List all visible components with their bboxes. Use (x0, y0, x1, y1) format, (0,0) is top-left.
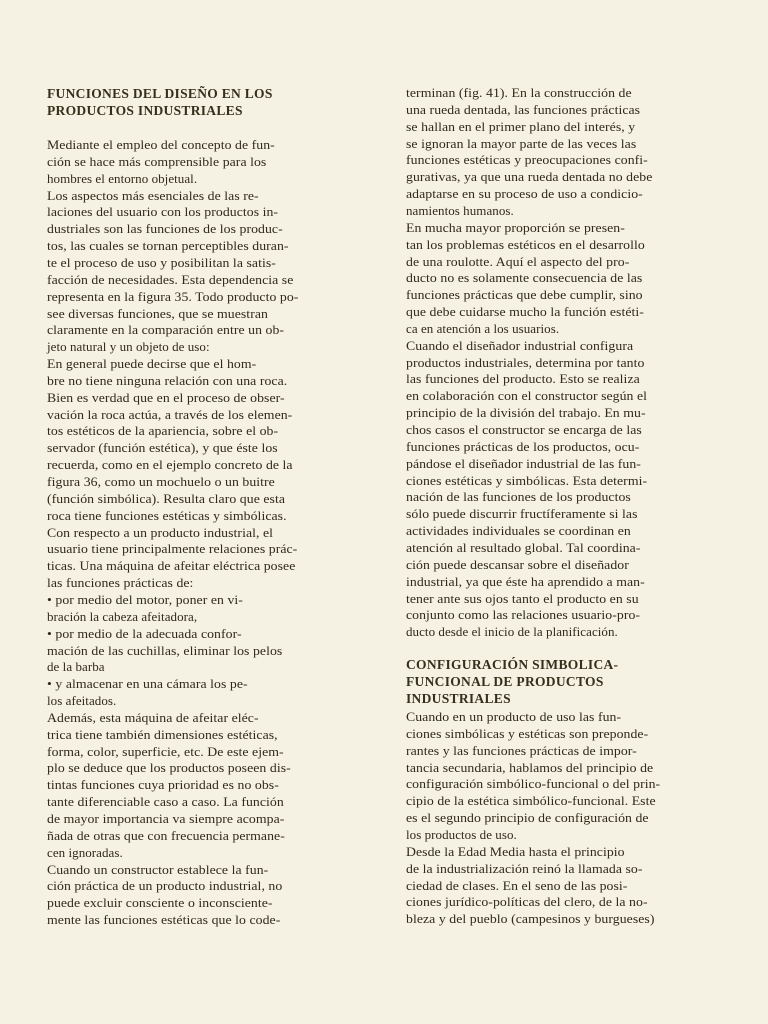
body-text-line: • por medio del motor, poner en vi- (47, 591, 243, 607)
body-text-line: nación de las funciones de los productos (406, 489, 631, 505)
body-text-line: funciones prácticas que debe cumplir, sino (406, 287, 643, 303)
body-text-line: rantes y las funciones prácticas de impor- (406, 742, 637, 758)
body-text-line: En mucha mayor proporción se presen- (406, 219, 625, 235)
body-text-line: las funciones del producto. Esto se realiza (406, 371, 640, 387)
body-text-line: roca tiene funciones estéticas y simbólicas. (47, 507, 287, 523)
body-text-line: de la barba (47, 659, 105, 675)
body-text-line: atención al resultado global. Tal coordina- (406, 539, 641, 555)
body-text-line: claramente en la comparación entre un ob- (47, 322, 285, 338)
body-text-line: tante diferenciable caso a caso. La función (47, 794, 284, 810)
body-text-line: bleza y del pueblo (campesinos y burgueses) (406, 911, 655, 927)
body-text-line: industrial, ya que éste ha aprendido a man- (406, 573, 645, 589)
body-text-line: puede excluir consciente o inconsciente- (47, 895, 273, 911)
body-text-line: mación de las cuchillas, eliminar los pelos (47, 642, 283, 658)
body-text-line: usuario tiene principalmente relaciones prác- (47, 541, 298, 557)
section-heading-line: PRODUCTOS INDUSTRIALES (47, 103, 243, 118)
body-text-line: principio de la división del trabajo. En mu- (406, 405, 646, 421)
body-text-line: tos, las cuales se tornan perceptibles duran- (47, 238, 289, 254)
body-text-line: bre no tiene ninguna relación con una roca. (47, 372, 288, 388)
body-text-line: productos industriales, determina por tanto (406, 354, 645, 370)
section-heading-line: FUNCIONES DEL DISEÑO EN LOS (47, 86, 273, 101)
body-text-line: servador (función estética), y que éste los (47, 440, 278, 456)
body-text-line: hombres el entorno objetual. (47, 170, 198, 186)
body-text-line: • por medio de la adecuada confor- (47, 625, 242, 641)
body-text-line: cipio de la estética simbólico-funcional. Este (406, 793, 656, 809)
body-text-line: Cuando un constructor establece la fun- (47, 861, 269, 877)
body-text-line: Cuando el diseñador industrial configura (406, 337, 634, 353)
body-text-line: configuración simbólico-funcional o del prin- (406, 776, 661, 792)
body-text-line: actividades individuales se coordinan en (406, 523, 631, 539)
body-text-line: tener ante sus ojos tanto el producto en su (406, 590, 639, 606)
body-text-line: pándose el diseñador industrial de las fun- (406, 455, 641, 471)
body-text-line: de la industrialización reinó la llamada so- (406, 860, 643, 876)
body-text-line: Los aspectos más esenciales de las re- (47, 187, 259, 203)
body-text-line: es el segundo principio de configuración de (406, 810, 649, 826)
body-text-line: tan los problemas estéticos en el desarrollo (406, 236, 645, 252)
body-text-line: laciones del usuario con los productos in- (47, 204, 279, 220)
body-text-line: ción se hace más comprensible para los (47, 153, 267, 169)
body-text-line: jeto natural y un objeto de uso: (47, 339, 210, 355)
body-text-line: ciones estéticas y simbólicas. Esta determi- (406, 472, 648, 488)
body-text-line: Mediante el empleo del concepto de fun- (47, 137, 275, 152)
body-text-line: que debe cuidarse mucho la función estéti- (406, 304, 644, 320)
body-text-line: Cuando en un producto de uso las fun- (406, 709, 622, 724)
body-text-line: una rueda dentada, las funciones prácticas (406, 101, 641, 117)
body-text-line: los afeitados. (47, 693, 117, 709)
section-heading-line: FUNCIONAL DE PRODUCTOS (406, 674, 604, 689)
body-text-line: Con respecto a un producto industrial, el (47, 524, 274, 540)
body-text-line: mente las funciones estéticas que lo code- (47, 912, 281, 928)
body-text-line: de una roulotte. Aquí el aspecto del pro- (406, 253, 630, 269)
body-text-line: tancia secundaria, hablamos del principio de (406, 759, 654, 775)
body-text-line: recuerda, como en el ejemplo concreto de la (47, 457, 293, 473)
body-text-line: cen ignoradas. (47, 844, 123, 860)
body-text-line: ducto no es solamente consecuencia de las (406, 270, 643, 286)
body-text-line: trica tiene también dimensiones estéticas, (47, 726, 278, 742)
body-text-line: En general puede decirse que el hom- (47, 356, 257, 372)
body-text-line: ducto desde el inicio de la planificación. (406, 624, 618, 640)
body-text-line: conjunto como las relaciones usuario-pro- (406, 607, 641, 623)
body-text-line: Además, esta máquina de afeitar eléc- (47, 709, 259, 725)
body-text-line: dustriales son las funciones de los produc- (47, 221, 283, 237)
body-text-line: ñada de otras que con frecuencia permane- (47, 827, 285, 843)
section-heading-line: INDUSTRIALES (406, 691, 511, 706)
body-text-line: se hallan en el primer plano del interés, y (406, 118, 636, 134)
body-text-line: • y almacenar en una cámara los pe- (47, 676, 248, 692)
body-text-line: terminan (fig. 41). En la construcción de (406, 85, 632, 100)
body-text-line: funciones estéticas y preocupaciones confi- (406, 152, 648, 168)
body-text-line: chos casos el constructor se encarga de las (406, 422, 642, 437)
body-text-line: las funciones prácticas de: (47, 575, 194, 591)
body-text-line: bración la cabeza afeitadora, (47, 608, 198, 624)
body-text-line: ciedad de clases. En el seno de las posi- (406, 877, 628, 893)
body-text-line: tos estéticos de la apariencia, sobre el ob- (47, 423, 279, 439)
body-text-line: adaptarse en su proceso de uso a condicio- (406, 186, 643, 202)
body-text-line: Desde la Edad Media hasta el principio (406, 843, 625, 859)
body-text-line: ticas. Una máquina de afeitar eléctrica posee (47, 558, 296, 574)
body-text-line: ca en atención a los usuarios. (406, 320, 560, 336)
body-text-line: ción puede descansar sobre el diseñador (406, 556, 629, 572)
body-text-line: ciones jurídico-políticas del clero, de la no- (406, 894, 648, 910)
body-text-line: Bien es verdad que en el proceso de obser- (47, 389, 285, 405)
body-text-line: tintas funciones cuya prioridad es no obs- (47, 777, 279, 793)
body-text-line: te el proceso de uso y posibilitan la satis- (47, 254, 276, 270)
body-text-line: figura 36, como un mochuelo o un buitre (47, 474, 275, 489)
body-text-line: los productos de uso. (406, 826, 517, 842)
body-text-line: de mayor importancia va siempre acompa- (47, 811, 285, 826)
body-text-line: representa en la figura 35. Todo producto po- (47, 288, 299, 304)
body-text-line: (función simbólica). Resulta claro que esta (47, 490, 286, 506)
body-text-line: namientos humanos. (406, 202, 514, 218)
body-text-line: ción práctica de un producto industrial, no (47, 878, 283, 894)
body-text-line: see diversas funciones, que se muestran (47, 305, 268, 321)
body-text-line: gurativas, ya que una rueda dentada no debe (406, 169, 653, 185)
body-text-line: facción de necesidades. Esta dependencia se (47, 271, 294, 287)
body-text-line: forma, color, superficie, etc. De este ejem- (47, 743, 284, 759)
body-text-line: plo se deduce que los productos poseen dis- (47, 760, 291, 776)
body-text-line: en colaboración con el constructor según el (406, 388, 648, 404)
body-text-line: se ignoran la mayor parte de las veces las (406, 135, 637, 151)
body-text-line: ciones simbólicas y estéticas son preponde- (406, 725, 649, 741)
body-text-line: funciones prácticas de los productos, ocu- (406, 438, 640, 454)
body-text-line: sólo puede discurrir fructíferamente si las (406, 506, 638, 522)
section-heading-line: CONFIGURACIÓN SIMBOLICA- (406, 657, 619, 672)
body-text-line: vación la roca actúa, a través de los elemen- (47, 406, 293, 422)
